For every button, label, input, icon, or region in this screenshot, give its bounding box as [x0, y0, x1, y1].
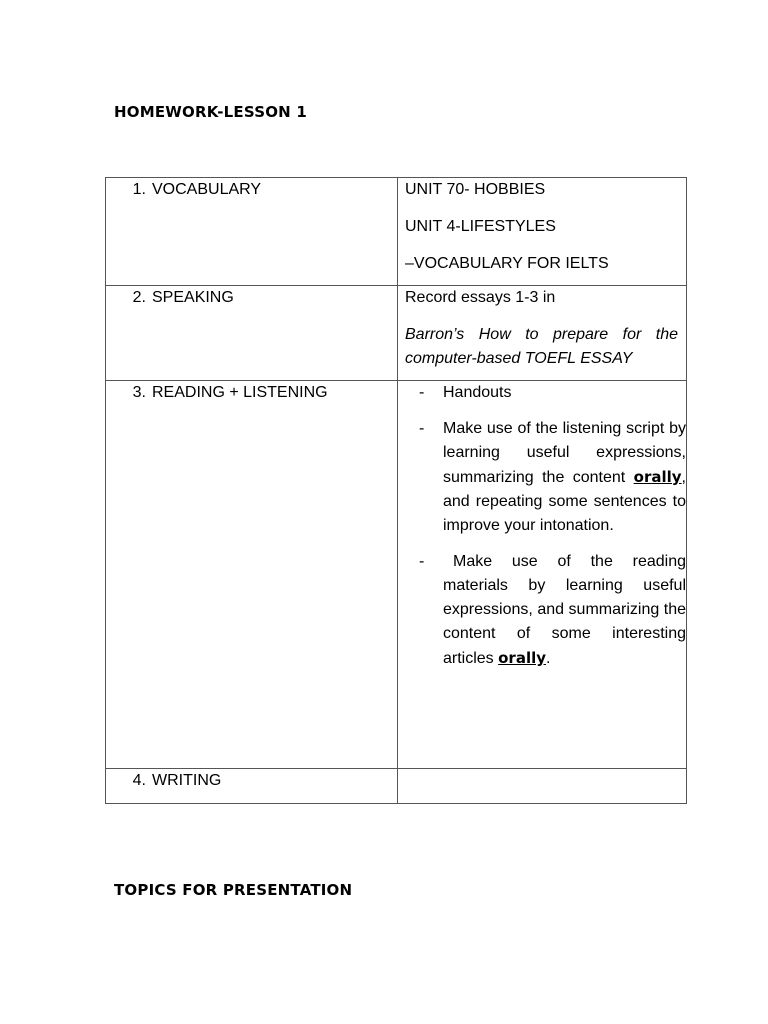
dash-bullet: - [419, 384, 425, 401]
assignment-line: UNIT 70- HOBBIES [405, 181, 546, 198]
list-item-text [443, 550, 686, 671]
table-row [106, 381, 687, 769]
dash-bullet: - [419, 553, 425, 570]
list-item [398, 381, 686, 405]
list-item-text-part: . [546, 650, 551, 667]
homework-heading: HOMEWORK-LESSON 1 [114, 103, 307, 121]
assignment-cell [398, 769, 687, 804]
task-number: 2. [132, 289, 146, 306]
task-label: SPEAKING [152, 289, 234, 306]
list-item-text: Handouts [443, 384, 512, 401]
assignment-cell [398, 286, 687, 381]
topics-heading: TOPICS FOR PRESENTATION [114, 881, 353, 899]
task-cell [106, 769, 398, 804]
book-title: Barron’s How to prepare for the computer-based TOEFL ESSAY [405, 326, 678, 367]
list-item [398, 550, 686, 671]
table-row [106, 178, 687, 286]
list-item-text-part: Make use of the listening script by learning useful expressions, summarizing the content [443, 420, 686, 486]
dash-bullet: - [419, 420, 425, 437]
table-row [106, 769, 687, 804]
task-number: 4. [132, 772, 146, 789]
task-label: VOCABULARY [152, 181, 262, 198]
assignment-line: Record essays 1-3 in [405, 289, 556, 306]
list-item-text-part: , and repeating some sentences to improve your intonation. [443, 469, 686, 534]
assignment-cell [398, 381, 687, 769]
task-cell [106, 286, 398, 381]
assignment-list [398, 381, 686, 671]
emphasis-text: orally [633, 468, 682, 486]
homework-table [105, 177, 687, 804]
assignment-line: UNIT 4-LIFESTYLES [405, 218, 556, 235]
emphasis-text: orally [498, 649, 547, 667]
task-number: 1. [132, 181, 146, 198]
task-cell [106, 178, 398, 286]
list-item [398, 417, 686, 538]
list-item-text-part: Make use of the reading materials by learning useful expressions, and summarizing the content of some interesting articles [443, 553, 686, 667]
task-number: 3. [132, 384, 146, 401]
task-label: READING + LISTENING [152, 384, 328, 401]
assignment-cell [398, 178, 687, 286]
task-cell [106, 381, 398, 769]
table-row [106, 286, 687, 381]
assignment-line: –VOCABULARY FOR IELTS [405, 255, 609, 272]
list-item-text [443, 417, 686, 538]
task-label: WRITING [152, 772, 222, 789]
